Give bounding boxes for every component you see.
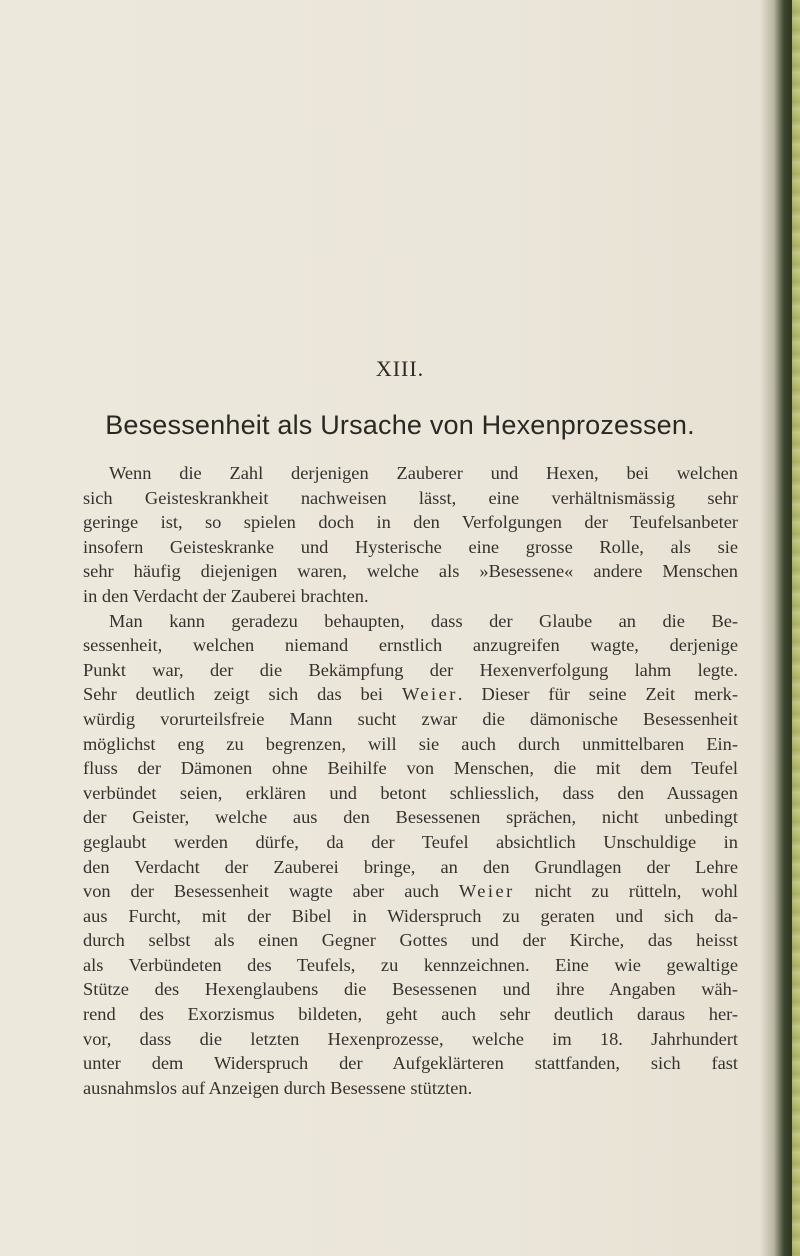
text-line: durch selbst als einen Gegner Gottes und der Kirche, das heisst — [83, 930, 738, 951]
text-line: ausnahmslos auf Anzeigen durch Besessene stützten. — [83, 1077, 473, 1098]
text-line: fluss der Dämonen ohne Beihilfe von Menschen, die mit dem Teufel — [83, 758, 738, 779]
text-segment: Sehr deutlich zeigt sich das bei — [83, 684, 384, 705]
text-line: Punkt war, der die Bekämpfung der Hexenverfolgung lahm legte. — [83, 659, 738, 680]
text-segment: . Dieser für seine Zeit merk- — [457, 684, 738, 705]
text-line: den Verdacht der Zauberei bringe, an den Grundlagen der Lehre — [83, 856, 738, 877]
text-line: insofern Geisteskranke und Hysterische eine grosse Rolle, als sie — [83, 536, 738, 557]
text-line: sessenheit, welchen niemand ernstlich anzugreifen wagte, derjenige — [83, 635, 738, 656]
text-line: geglaubt werden dürfe, da der Teufel absichtlich Unschuldige in — [83, 831, 738, 852]
text-line — [83, 682, 738, 707]
text-line: in den Verdacht der Zauberei brachten. — [83, 585, 369, 606]
text-segment: nicht zu rütteln, wohl — [514, 881, 738, 902]
text-line: verbündet seien, erklären und betont schliesslich, dass den Aussagen — [83, 782, 738, 803]
text-line: Stütze des Hexenglaubens die Besessenen und ihre Angaben wäh- — [83, 979, 738, 1000]
body-text — [83, 461, 738, 1100]
chapter-number: XIII. — [375, 356, 425, 381]
author-name-spaced: Weier — [458, 881, 515, 902]
text-line: der Geister, welche aus den Besessenen sprächen, nicht unbedingt — [83, 807, 738, 828]
chapter-title: Besessenheit als Ursache von Hexenprozessen. — [105, 410, 695, 440]
text-segment: von der Besessenheit wagte aber auch — [83, 881, 439, 902]
page-edge — [792, 0, 800, 1256]
text-line: rend des Exorzismus bildeten, geht auch sehr deutlich daraus her- — [83, 1004, 738, 1025]
text-line: als Verbündeten des Teufels, zu kennzeichnen. Eine wie gewaltige — [83, 954, 738, 975]
text-line: sich Geisteskrankheit nachweisen lässt, eine verhältnismässig sehr — [83, 487, 738, 508]
text-line: vor, dass die letzten Hexenprozesse, welche im 18. Jahrhundert — [83, 1028, 738, 1049]
text-line: aus Furcht, mit der Bibel in Widerspruch zu geraten und sich da- — [83, 905, 738, 926]
text-line — [83, 879, 738, 904]
text-line: unter dem Widerspruch der Aufgeklärteren stattfanden, sich fast — [83, 1053, 738, 1074]
text-line: Man kann geradezu behaupten, dass der Glaube an die Be- — [109, 610, 738, 631]
text-line: möglichst eng zu begrenzen, will sie auch durch unmittelbaren Ein- — [83, 733, 738, 754]
text-line: geringe ist, so spielen doch in den Verfolgungen der Teufelsanbeter — [83, 512, 738, 533]
author-name-spaced: Weier — [401, 684, 458, 705]
text-line: würdig vorurteilsfreie Mann sucht zwar die dämonische Besessenheit — [83, 708, 738, 729]
text-line: Wenn die Zahl derjenigen Zauberer und Hexen, bei welchen — [109, 463, 738, 483]
text-line: sehr häufig diejenigen waren, welche als »Besessene« andere Menschen — [83, 561, 738, 582]
